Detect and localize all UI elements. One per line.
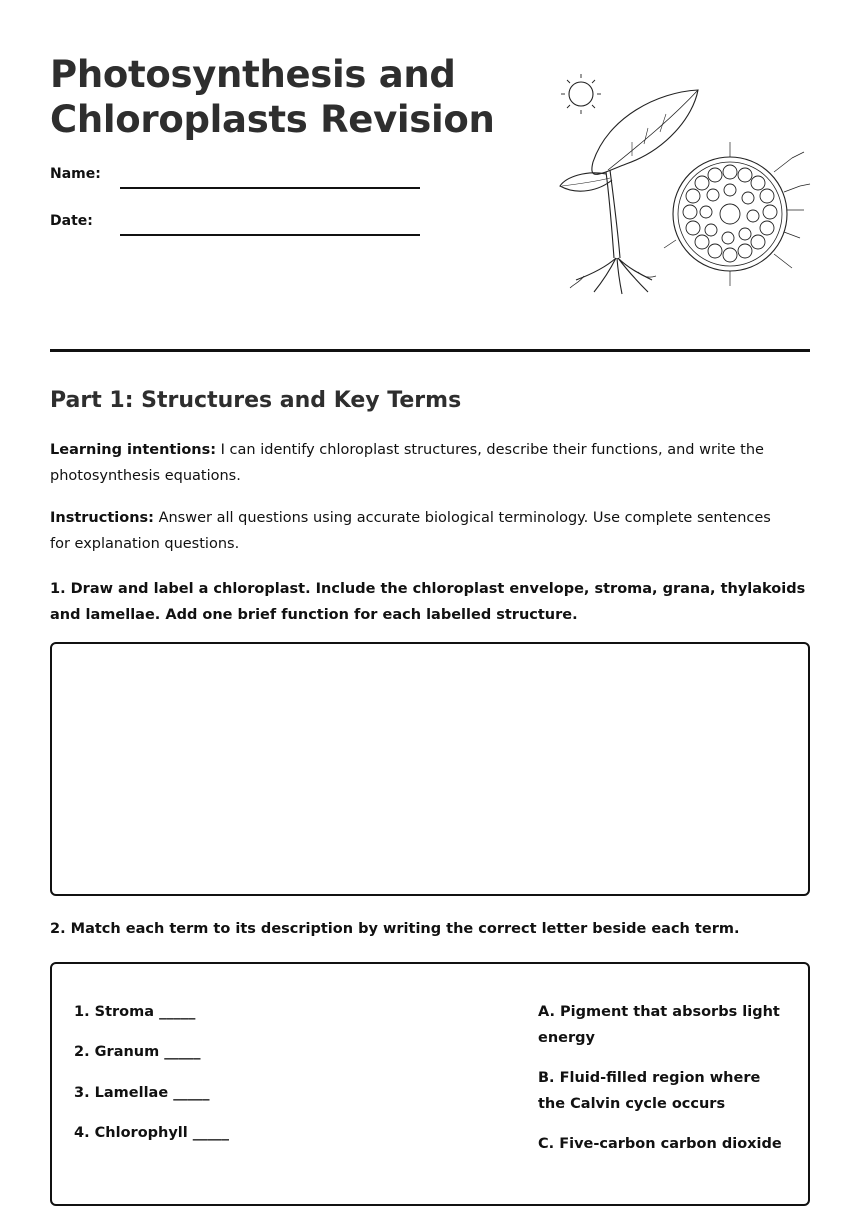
learning-intentions-label: Learning intentions:	[50, 442, 217, 458]
match-term[interactable]: 2. Granum _____	[74, 1044, 201, 1060]
match-term[interactable]: 4. Chlorophyll _____	[74, 1125, 230, 1141]
match-term[interactable]: 1. Stroma _____	[74, 1004, 196, 1020]
learning-intentions-text: I can identify chloroplast structures, describe their functions, and write the photosynthesis equations.	[50, 442, 764, 484]
name-field[interactable]	[120, 187, 420, 189]
match-description: A. Pigment that absorbs light energy	[538, 1004, 780, 1046]
learning-intentions	[50, 438, 790, 489]
page-title: Photosynthesis and Chloroplasts Revision	[50, 53, 495, 141]
name-label: Name:	[50, 166, 101, 182]
match-description: B. Fluid-filled region where the Calvin cycle occurs	[538, 1070, 761, 1112]
question-2: 2. Match each term to its description by writing the correct letter beside each term.	[50, 921, 740, 937]
match-term[interactable]: 3. Lamellae _____	[74, 1085, 210, 1101]
drawing-answer-box[interactable]	[50, 642, 810, 896]
question-1: 1. Draw and label a chloroplast. Include the chloroplast envelope, stroma, grana, thylakoids and lamellae. Add one brief function for each labelled structure.	[50, 581, 806, 623]
instructions-label: Instructions:	[50, 510, 154, 526]
instructions	[50, 506, 790, 557]
date-field[interactable]	[120, 234, 420, 236]
match-description: C. Five-carbon carbon dioxide	[538, 1136, 782, 1152]
instructions-text: Answer all questions using accurate biological terminology. Use complete sentences for explanation questions.	[50, 510, 771, 552]
matching-box	[50, 962, 810, 1206]
section-heading: Part 1: Structures and Key Terms	[50, 388, 462, 413]
date-label: Date:	[50, 213, 93, 229]
section-divider	[50, 349, 810, 352]
plant-chloroplast-diagram-icon	[548, 62, 814, 298]
